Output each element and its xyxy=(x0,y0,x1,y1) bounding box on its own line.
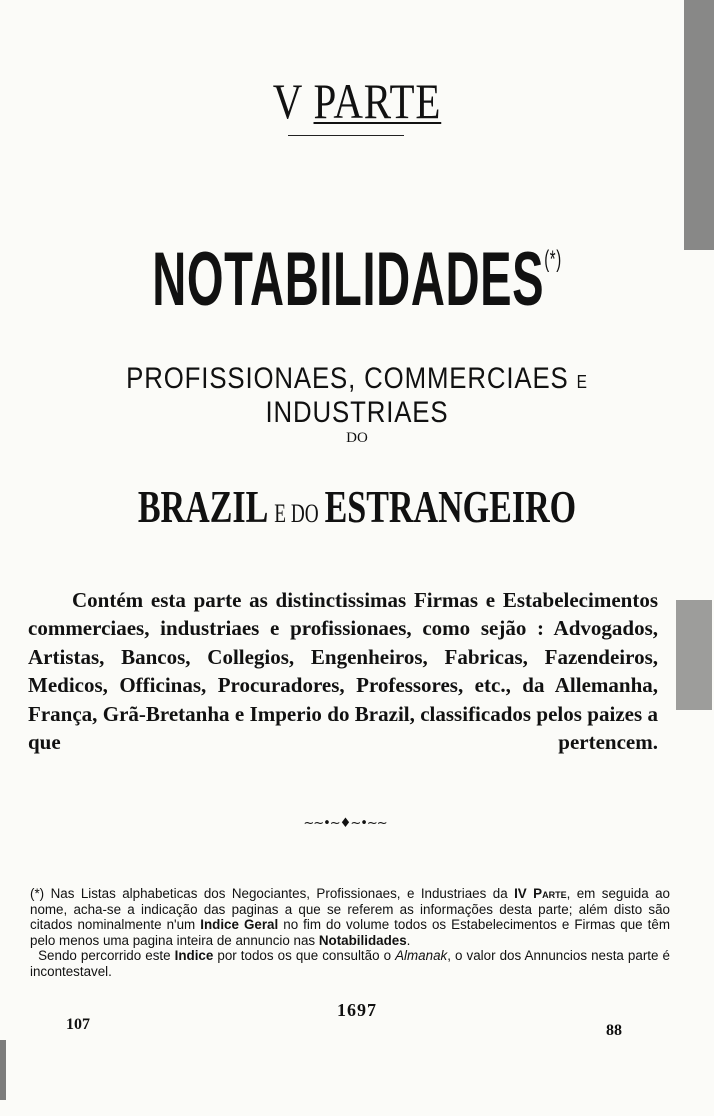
right-page-number: 88 xyxy=(606,1022,622,1039)
description-text: Contém esta parte as distinctissimas Firmas e Estabelecimentos commerciaes, industriaes e profissionaes, como sejão : Advogados, Artistas, Bancos, Collegios, Engenheiros, Fabricas, Fazendeiros, Medicos, Officinas, Procuradores, Professores, etc., da Allemanha, França, Grã-Bretanha e Imperio do Brazil, classificados pelos paizes a que pertencem. xyxy=(28,588,658,755)
footnote xyxy=(30,886,670,980)
footnote-notabilidades-bold: Notabilidades xyxy=(318,932,407,948)
footnote-marker: (*) xyxy=(544,246,562,273)
footnote-text-2: , em seguida ao nome, acha-se a indicação das paginas a que se referem as informações desta parte; além disto são citados nominalmente n'um xyxy=(30,886,670,933)
footnote-ref-marker: (*) xyxy=(30,886,45,901)
subtitle xyxy=(50,362,664,430)
part-title xyxy=(64,72,649,130)
footnote-text-7: , o valor dos Annuncios nesta parte é incontestavel. xyxy=(30,948,670,979)
region-title xyxy=(93,480,621,533)
description-paragraph xyxy=(28,586,658,756)
subtitle-part2: INDUSTRIAES xyxy=(265,396,449,429)
region-part1: BRAZIL xyxy=(137,481,269,532)
footnote-text-4: . xyxy=(406,932,411,948)
main-title xyxy=(136,236,579,323)
scan-edge-artifact xyxy=(0,1040,6,1100)
part-word: PARTE xyxy=(313,73,442,129)
scan-edge-artifact xyxy=(684,0,714,250)
main-title-text: NOTABILIDADES xyxy=(152,237,545,322)
center-page-number: 1697 xyxy=(337,1000,377,1020)
region-conjunction: E DO xyxy=(274,499,319,528)
title-rule xyxy=(288,135,404,136)
footnote-indice-bold: Indice xyxy=(174,948,214,964)
footnote-text-3: no fim do volume todos os Estabelecimentos e Firmas que têm pelo menos uma pagina inteira de annuncio nas xyxy=(30,917,670,948)
footnote-index-bold: Indice Geral xyxy=(200,917,279,933)
footnote-text-5: Sendo percorrido este xyxy=(38,948,171,964)
subtitle-part1: PROFISSIONAES, COMMERCIAES xyxy=(126,362,569,395)
ornament-divider: ~~•~♦~•~~ xyxy=(303,816,387,831)
part-number: V xyxy=(272,73,303,129)
scan-edge-artifact xyxy=(676,600,712,710)
left-page-number: 107 xyxy=(66,1016,90,1033)
footnote-text-6: por todos os que consultão o xyxy=(217,948,392,964)
subtitle-conjunction: E xyxy=(576,372,588,392)
footnote-almanak: Almanak xyxy=(395,948,448,964)
region-part2: ESTRANGEIRO xyxy=(324,481,577,532)
footnote-text-1: Nas Listas alphabeticas dos Negociantes, Profissionaes, e Industriaes da xyxy=(50,886,508,901)
connector-text: DO xyxy=(346,430,368,446)
footnote-part-ref: IV Parte xyxy=(514,886,567,901)
